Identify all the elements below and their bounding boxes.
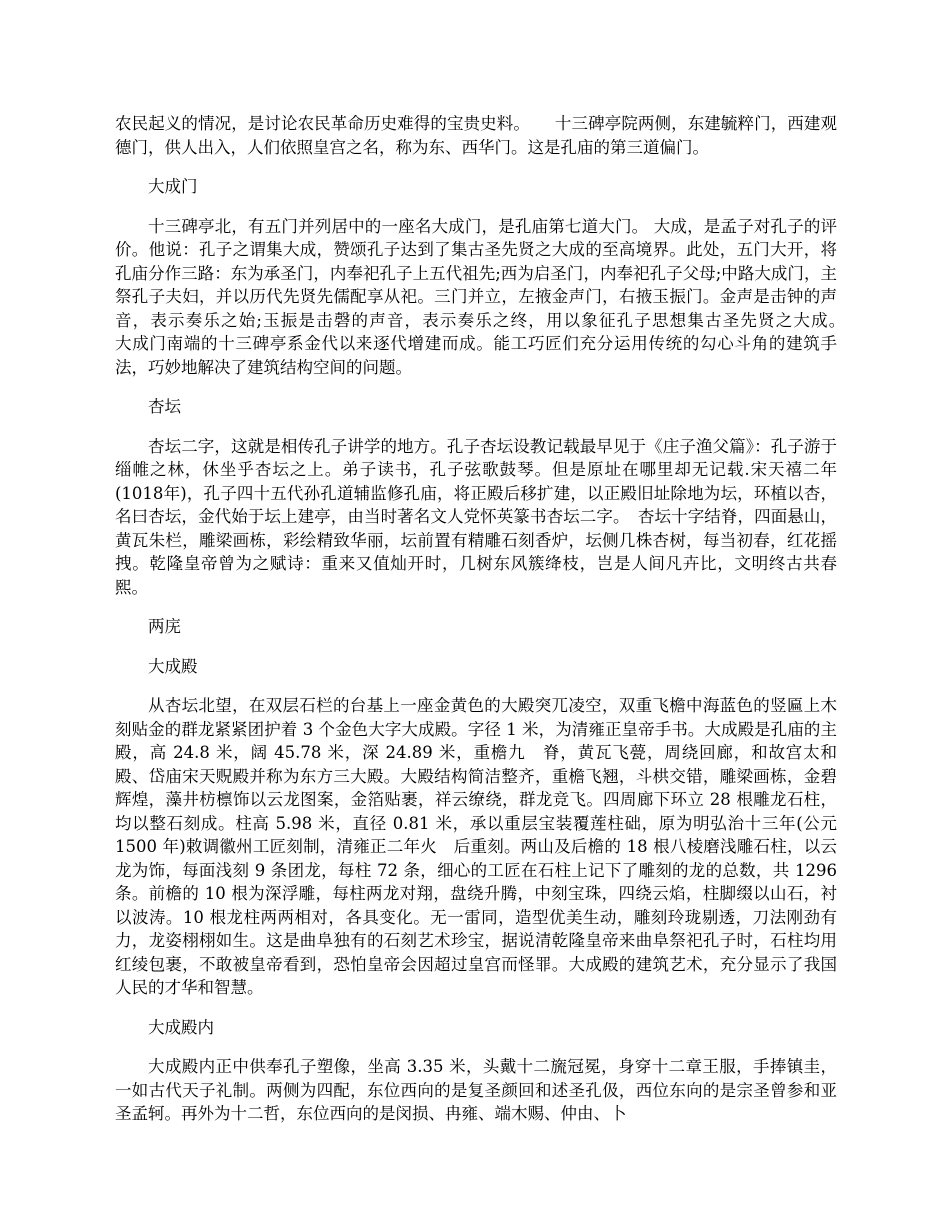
- section-heading-dacheng-gate: 大成门: [148, 177, 198, 196]
- paragraph-gap: [115, 159, 837, 175]
- paragraph-gap: [115, 599, 837, 615]
- section-heading-xingtan: 杏坛: [148, 397, 181, 416]
- section-heading-dacheng-hall: 大成殿: [148, 656, 198, 676]
- paragraph-xingtan: 杏坛二字，这就是相传孔子讲学的地方。孔子杏坛设教记载最早见于《庄子渔父篇》：孔子游于缁帷之林，休坐乎杏坛之上。弟子读书，孔子弦歌鼓琴。但是原址在哪里却无记载.宋天禧二年 (1018年)，孔子四十五代孙孔道辅监修孔庙，将正殿后移扩建，以正殿旧址除地为坛，环植以杏，名曰杏坛，金代始于坛上建亭，由当时著名文人党怀英篆书杏坛二字。 杏坛十字结脊，四面悬山，黄瓦朱栏，雕梁画栋，彩绘精致华丽，坛前置有精雕石刻香炉，坛侧几株杏树，每当初春，红花摇拽。乾隆皇帝曾为之赋诗：重来又值灿开时，几树东风簇绛枝，岂是人间凡卉比，文明终古共春熙。: [115, 436, 854, 597]
- paragraph-dacheng-hall: 从杏坛北望，在双层石栏的台基上一座金黄色的大殿突兀凌空，双重飞檐中海蓝色的竖匾上木刻贴金的群龙紧紧团护着 3 个金色大字大成殿。字径 1 米，为清雍正皇帝手书。大成殿是孔庙的主殿，高 24.8 米，阔 45.78 米，深 24.89 米，重檐九 脊，黄瓦飞甍，周绕回廊，和故宫太和殿、岱庙宋天贶殿并称为东方三大殿。大殿结构简洁整齐，重檐飞翘，斗栱交错，雕梁画栋，金碧辉煌，藻井枋檩饰以云龙图案，金箔贴裹，祥云缭绕，群龙竞飞。四周廊下环立 28 根雕龙石柱，均以整石刻成。柱高 5.98 米，直径 0.81 米，承以重层宝装覆莲柱础，原为明弘治十三年(公元 1500 年)敕调徽州工匠刻制，清雍正二年火 后重刻。两山及后檐的 18 根八棱磨浅雕石柱，以云龙为饰，每面浅刻 9 条团龙，每柱 72 条，细心的工匠在石柱上记下了雕刻的龙的总数，共 1296 条。前檐的 10 根为深浮雕，每柱两龙对翔，盘绕升腾，中刻宝珠，四绕云焰，柱脚缀以山石，衬以波涛。10 根龙柱两两相对，各具变化。无一雷同，造型优美生动，雕刻玲珑剔透，刀法刚劲有力，龙姿栩栩如生。这是曲阜独有的石刻艺术珍宝，据说清乾隆皇帝来曲阜祭祀孔子时，石柱均用红绫包裹，不敢被皇帝看到，恐怕皇帝会因超过皇宫而怪罪。大成殿的建筑艺术，充分显示了我国人民的才华和智慧。: [115, 696, 837, 997]
- paragraph-gap: [115, 419, 837, 435]
- section-heading-inside-dacheng-hall: 大成殿内: [148, 1017, 214, 1037]
- paragraph-dacheng-gate: 十三碑亭北，有五门并列居中的一座名大成门，是孔庙第七道大门。 大成，是孟子对孔子的评价。他说：孔子之谓集大成，赞颂孔子达到了集古圣先贤之大成的至高境界。此处，五门大开，将孔庙分作三路：东为承圣门，内奉祀孔子上五代祖先;西为启圣门，内奉祀孔子父母;中路大成门，主祭孔子夫妇，并以历代先贤先儒配享从祀。三门并立，左掖金声门，右掖玉振门。金声是击钟的声音，表示奏乐之始;玉振是击磬的声音，表示奏乐之终，用以象征孔子思想集古圣先贤之大成。 大成门南端的十三碑亭系金代以来逐代增建而成。能工巧匠们充分运用传统的勾心斗角的建筑手法，巧妙地解决了建筑结构空间的问题。: [115, 216, 870, 377]
- paragraph-east-west-gates: 农民起义的情况，是讨论农民革命历史难得的宝贵史料。 十三碑亭院两侧，东建毓粹门，西建观德门，供人出入，人们依照皇宫之名，称为东、西华门。这是孔庙的第三道偏门。: [115, 114, 837, 157]
- paragraph-gap: [115, 1000, 837, 1016]
- document-page: [115, 112, 870, 1126]
- paragraph-inside-dacheng-hall: 大成殿内正中供奉孔子塑像，坐高 3.35 米，头戴十二旒冠冕，身穿十二章王服，手捧镇圭，一如古代天子礼制。两侧为四配，东位西向的是复圣颜回和述圣孔伋，西位东向的是宗圣曾参和亚圣孟轲。再外为十二哲，东位西向的是闵损、冉雍、端木赐、仲由、卜: [115, 1057, 837, 1123]
- paragraph-gap: [115, 678, 837, 694]
- paragraph-gap: [115, 379, 837, 395]
- paragraph-gap: [115, 1039, 837, 1055]
- paragraph-gap: [115, 199, 837, 215]
- section-heading-two-corridors: 两庑: [148, 617, 181, 636]
- paragraph-gap: [115, 639, 837, 655]
